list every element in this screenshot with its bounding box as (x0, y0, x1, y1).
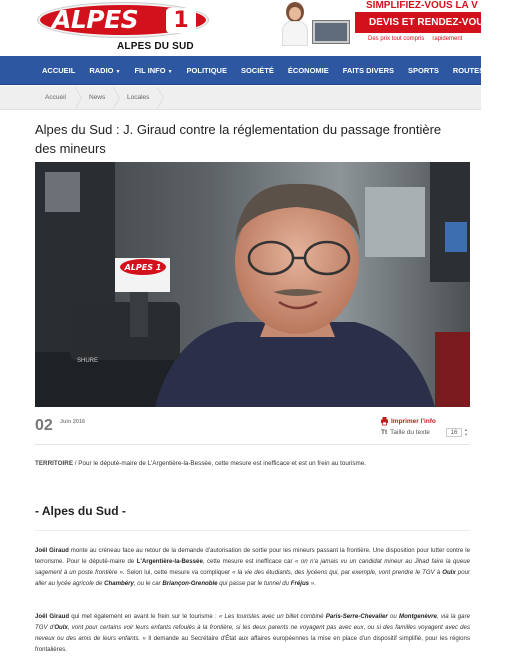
breadcrumb-separator (75, 86, 83, 110)
paragraph-segment: L'Argentière-la-Bessée (136, 558, 203, 565)
nav-item-label: ROUTES (452, 65, 485, 75)
paragraph-segment: , ou le car (133, 580, 163, 587)
paragraph-segment: Il demande au Secrétaire d'État aux affaires européennes la mise en place d'un dispositif simplifié, pour les régions frontalières. (35, 635, 470, 653)
paragraph-segment: « la vie des étudiants, des lycéens qui, par exemple, vont prendre le TGV à (232, 569, 443, 576)
breadcrumb (0, 86, 481, 110)
nav-item-label: POLITIQUE (186, 65, 227, 75)
paragraph-segment: Joël Giraud (35, 613, 70, 620)
article-month-year: Juin 2016 (60, 419, 86, 425)
paragraph-segment: , cette mesure est inefficace car (202, 558, 296, 565)
paragraph-segment: Montgenèvre (399, 613, 437, 620)
paragraph-segment: pour aller au lycée agricole de (35, 569, 471, 587)
nav-item-em[interactable] (498, 56, 523, 85)
logo-text: ALPES (52, 5, 139, 34)
ad-person-image (280, 2, 310, 46)
paragraph-segment: Joël Giraud (35, 547, 69, 554)
paragraph-segment: qui passe par le tunnel du (217, 580, 291, 587)
article-paragraph-2 (35, 611, 470, 655)
printer-icon[interactable] (381, 417, 388, 425)
chevron-down-icon: ▼ (486, 68, 492, 75)
alpes1-logo[interactable] (38, 3, 208, 39)
site-header (0, 0, 507, 56)
chevron-down-icon: ▼ (115, 68, 121, 75)
nav-item-faits-divers[interactable] (336, 56, 401, 85)
logo-number: 1 (166, 8, 196, 33)
main-nav (0, 56, 517, 85)
paragraph-segment: Oulx (54, 624, 68, 631)
nav-item-label: FAITS DIVERS (342, 65, 395, 75)
article-photo (35, 162, 470, 407)
nav-item-label: SOCIÉTÉ (240, 65, 274, 75)
ad-small-text: Des prix tout compris rapidement (368, 36, 463, 42)
logo-subtitle: ALPES DU SUD (117, 41, 194, 52)
article-day: 02 (35, 417, 53, 434)
breadcrumb-item-accueil[interactable]: Accueil (45, 94, 66, 101)
text-size-icon: Tt (381, 429, 388, 436)
paragraph-segment: ou (387, 613, 399, 620)
lead-text: / Pour le député-maire de L'Argentière-la-Bessée, cette mesure est inefficace et est un frein au tourisme. (73, 460, 367, 467)
paragraph-segment: « Les touristes avec un billet combiné (218, 613, 326, 620)
nav-item-label: EM (505, 65, 517, 75)
paragraph-segment: , via la gare TGV d' (35, 613, 470, 631)
breadcrumb-separator (157, 86, 165, 110)
nav-item-politique[interactable] (180, 56, 234, 85)
nav-item-radio[interactable] (82, 56, 127, 85)
nav-item-label: SPORTS (408, 65, 439, 75)
print-link[interactable]: Imprimer l'info (391, 418, 436, 425)
nav-item-soci-t-[interactable] (234, 56, 281, 85)
section-title: - Alpes du Sud - (35, 504, 126, 518)
nav-item-sports[interactable] (401, 56, 446, 85)
article-lead (35, 460, 470, 467)
paragraph-segment: , vont pour certains voir leurs enfants refoulés à la frontière, si les deux parents ne voyagent pas avec eux, ou si des familles voyagent avec des neveux ou des amis de leurs enfants. » (35, 624, 470, 642)
paragraph-segment: Oulx (442, 569, 456, 576)
paragraph-segment: . Selon lui, cette mesure va compliquer (122, 569, 233, 576)
ad-title: SIMPLIFIEZ-VOUS LA V (366, 0, 478, 11)
breadcrumb-item-locales[interactable]: Locales (127, 94, 150, 101)
nav-item-label: RADIO (89, 65, 114, 75)
paragraph-segment: » (309, 580, 315, 587)
ad-laptop-image (312, 20, 350, 44)
chevron-down-icon: ▼ (167, 68, 173, 75)
paragraph-segment: monte au créneau face au retour de la demande d'autorisation de sortie pour les mineurs passant la frontière. Une disposition pour lutter contre le terrorisme. Pour le député-maire de (35, 547, 470, 565)
nav-item--conomie[interactable] (281, 56, 336, 85)
mic-brand-label: SHURE (77, 358, 99, 364)
paragraph-segment: Paris-Serre-Chevalier (325, 613, 388, 620)
meta-divider (35, 444, 470, 445)
category-label[interactable]: TERRITOIRE (35, 460, 74, 467)
text-size-label: Tt Taille du texte (381, 429, 430, 436)
nav-item-accueil[interactable] (35, 56, 82, 85)
chevron-down-icon[interactable]: ▼ (464, 432, 468, 437)
nav-item-label: FIL INFO (134, 65, 166, 75)
nav-item-label: ÉCONOMIE (287, 65, 329, 75)
photo-logo-badge: ALPES 1 (124, 263, 162, 272)
nav-item-routes[interactable] (446, 56, 498, 85)
text-size-value[interactable]: 16 (446, 428, 462, 437)
breadcrumb-item-news[interactable]: News (89, 94, 106, 101)
paragraph-segment: « on n'a jamais vu un candidat mineur au Jihad faire la queue sagement à un poste frontière » (35, 558, 470, 576)
studio-photo-svg (35, 162, 470, 407)
breadcrumb-separator (113, 86, 121, 110)
paragraph-segment: Chambéry (104, 580, 134, 587)
article-paragraph-1 (35, 545, 470, 589)
paragraph-segment: Fréjus (290, 580, 310, 587)
paragraph-segment: qui met également en avant le frein sur le tourisme : (69, 613, 219, 620)
nav-item-label: ACCUEIL (42, 65, 76, 75)
ad-cta-button[interactable]: DEVIS ET RENDEZ-VOUS EN (355, 12, 481, 33)
paragraph-segment: . (314, 580, 316, 587)
section-divider (35, 530, 470, 531)
nav-item-fil-info[interactable] (127, 56, 179, 85)
paragraph-segment: Briançon-Grenoble (162, 580, 218, 587)
text-size-stepper[interactable] (464, 427, 470, 437)
chevron-up-icon[interactable]: ▲ (464, 427, 468, 432)
article-title: Alpes du Sud : J. Giraud contre la réglementation du passage frontière des mineurs (35, 122, 442, 156)
